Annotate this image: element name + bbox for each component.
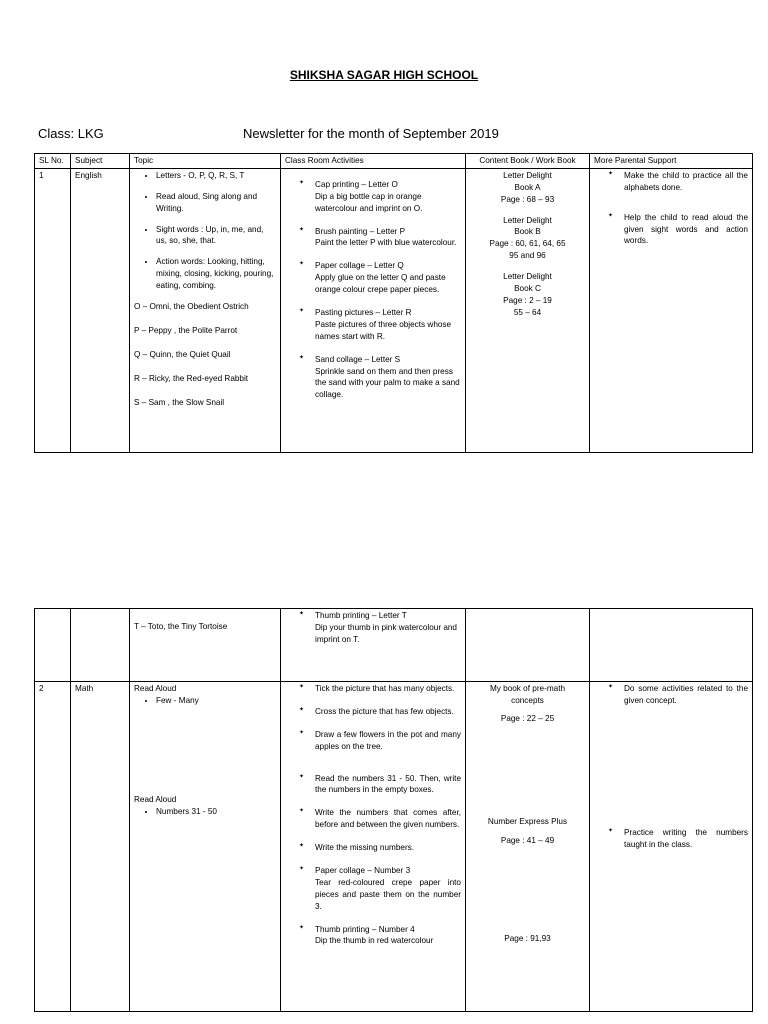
activity-item: ✦ Read the numbers 31 - 50. Then, write the numbers in the empty boxes. bbox=[299, 773, 461, 797]
activity-item: ✦ Cross the picture that has few objects. bbox=[299, 706, 461, 718]
character-line: T – Toto, the Tiny Tortoise bbox=[134, 622, 228, 631]
character-line: R – Ricky, the Red-eyed Rabbit bbox=[134, 373, 249, 383]
activity-item: ✦ Write the missing numbers. bbox=[299, 842, 461, 854]
activities-cell bbox=[281, 609, 466, 682]
activity-item: ✦ Paper collage – Number 3 Tear red-coloured crepe paper into pieces and paste them on the number 3. bbox=[299, 865, 461, 913]
activities-cell bbox=[281, 682, 466, 1012]
table-row bbox=[35, 682, 753, 1012]
topic-item: • Action words: Looking, hitting, mixing, closing, kicking, pouring, eating, combing. bbox=[156, 256, 276, 292]
activity-item: ✦ Cap printing – Letter O Dip a big bottle cap in orange watercolour and imprint on O. bbox=[299, 179, 461, 215]
support-item: ✦ Make the child to practice all the alphabets done. bbox=[608, 170, 748, 194]
sl-cell: 2 bbox=[35, 682, 71, 1012]
activity-item: ✦ Pasting pictures – Letter R Paste pictures of three objects whose names start with R. bbox=[299, 307, 461, 343]
support-item: ✦ Practice writing the numbers taught in the class. bbox=[608, 827, 748, 851]
book-cell bbox=[466, 168, 590, 452]
character-line: S – Sam , the Slow Snail bbox=[134, 397, 225, 407]
topic-item: • Letters - O, P, Q, R, S, T bbox=[156, 170, 276, 182]
activity-item: ✦ Tick the picture that has many objects. bbox=[299, 683, 461, 695]
topic-label: Read Aloud bbox=[134, 794, 177, 804]
activity-item: ✦ Paper collage – Letter Q Apply glue on the letter Q and paste orange colour crepe paper pieces. bbox=[299, 260, 461, 296]
book-b: Letter Delight Book B Page : 60, 61, 64, 65 95 and 96 bbox=[489, 215, 566, 261]
book-page: Page : 22 – 25 bbox=[500, 713, 555, 723]
book-a: Letter Delight Book A Page : 68 – 93 bbox=[500, 170, 555, 204]
subject-cell: English bbox=[71, 168, 130, 452]
support-cell bbox=[590, 168, 753, 452]
activity-item: ✦ Write the numbers that comes after, before and between the given numbers. bbox=[299, 807, 461, 831]
col-sl: SL No. bbox=[35, 154, 71, 169]
topic-item: • Few - Many bbox=[156, 695, 276, 707]
support-item: ✦ Do some activities related to the given concept. bbox=[608, 683, 748, 707]
col-support: More Parental Support bbox=[590, 154, 753, 169]
table-header-row bbox=[35, 154, 753, 169]
col-topic: Topic bbox=[130, 154, 281, 169]
activity-item: ✦ Thumb printing – Number 4 Dip the thumb in red watercolour bbox=[299, 924, 461, 948]
table-row bbox=[35, 609, 753, 682]
col-activities: Class Room Activities bbox=[281, 154, 466, 169]
topic-item: • Read aloud, Sing along and Writing. bbox=[156, 191, 276, 215]
table-row bbox=[35, 168, 753, 452]
book-page: Page : 41 – 49 bbox=[500, 835, 555, 845]
sl-cell: 1 bbox=[35, 168, 71, 452]
topic-cell bbox=[130, 168, 281, 452]
activity-item: ✦ Brush painting – Letter P Paint the letter P with blue watercolour. bbox=[299, 226, 461, 250]
topic-cell bbox=[130, 609, 281, 682]
character-line: O – Omni, the Obedient Ostrich bbox=[134, 302, 249, 312]
activities-cell bbox=[281, 168, 466, 452]
activity-item: ✦ Sand collage – Letter S Sprinkle sand on them and then press the sand with your palm to make a sand collage. bbox=[299, 354, 461, 402]
support-cell bbox=[590, 682, 753, 1012]
book-title: My book of pre-math concepts bbox=[489, 684, 566, 705]
activity-item: ✦ Draw a few flowers in the pot and many apples on the tree. bbox=[299, 729, 461, 753]
newsletter-title: Newsletter for the month of September 2019 bbox=[243, 126, 499, 141]
class-label: Class: LKG bbox=[38, 126, 104, 141]
topic-item: • Numbers 31 - 50 bbox=[156, 806, 276, 818]
topic-cell bbox=[130, 682, 281, 1012]
topic-label: Read Aloud bbox=[134, 684, 177, 693]
topic-item: • Sight words : Up, in, me, and, us, so, she, that. bbox=[156, 224, 276, 248]
character-line: P – Peppy , the Polite Parrot bbox=[134, 325, 238, 335]
col-subject: Subject bbox=[71, 154, 130, 169]
book-page: Page : 91,93 bbox=[504, 934, 551, 944]
character-line: Q – Quinn, the Quiet Quail bbox=[134, 349, 231, 359]
activity-item: ✦ Thumb printing – Letter T Dip your thumb in pink watercolour and imprint on T. bbox=[299, 610, 461, 646]
newsletter-table-page1 bbox=[34, 153, 753, 453]
col-book: Content Book / Work Book bbox=[466, 154, 590, 169]
book-title: Number Express Plus bbox=[487, 816, 568, 826]
book-cell bbox=[466, 682, 590, 1012]
newsletter-table-page2 bbox=[34, 608, 753, 1012]
book-c: Letter Delight Book C Page : 2 – 19 55 – 64 bbox=[503, 272, 552, 317]
subject-cell: Math bbox=[71, 682, 130, 1012]
support-item: ✦ Help the child to read aloud the given sight words and action words. bbox=[608, 212, 748, 248]
school-name: SHIKSHA SAGAR HIGH SCHOOL bbox=[289, 68, 479, 82]
